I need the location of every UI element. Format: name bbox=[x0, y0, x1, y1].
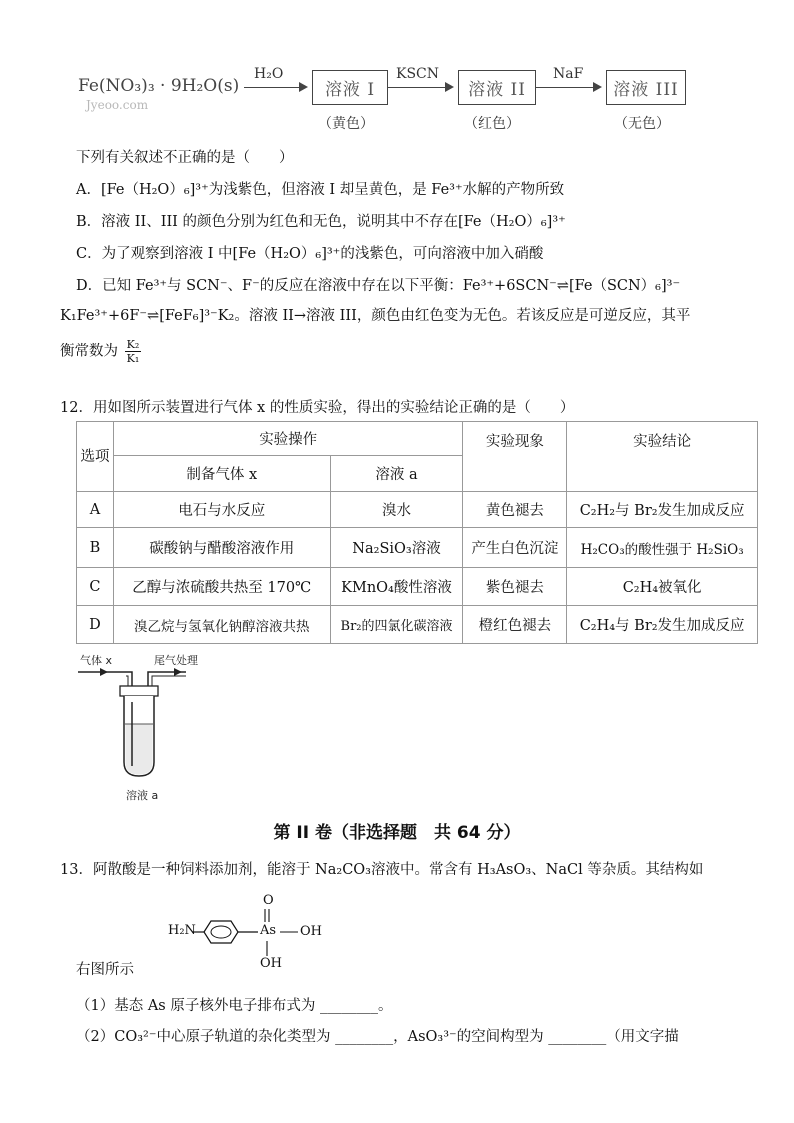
header-operation: 实验操作 bbox=[113, 422, 462, 456]
structure-oh-right: OH bbox=[300, 924, 322, 939]
q13-after-structure: 右图所示 bbox=[76, 962, 134, 978]
solution-1-color: （黄色） bbox=[318, 116, 374, 132]
row-phenomenon: 橙红色褪去 bbox=[463, 606, 567, 644]
row-conclusion: C₂H₄与 Br₂发生加成反应 bbox=[567, 606, 758, 644]
header-conclusion: 实验结论 bbox=[567, 422, 758, 492]
table-row bbox=[77, 606, 758, 644]
header-solution-a: 溶液 a bbox=[330, 456, 463, 492]
fraction-numerator: K₂ bbox=[126, 338, 140, 351]
row-solution: Na₂SiO₃溶液 bbox=[330, 528, 463, 568]
label-solution-a: 溶液 a bbox=[126, 789, 159, 802]
solution-3-box: 溶液 III bbox=[606, 70, 686, 105]
arrow-head-icon bbox=[593, 82, 602, 92]
arrow-head-icon bbox=[299, 82, 308, 92]
q13-stem: 13．阿散酸是一种饲料添加剂，能溶于 Na₂CO₃溶液中。常含有 H₃AsO₃、NaCl 等杂质。其结构如 bbox=[60, 862, 704, 878]
row-solution: KMnO₄酸性溶液 bbox=[330, 568, 463, 606]
row-gas: 碳酸钠与醋酸溶液作用 bbox=[113, 528, 330, 568]
solution-2-box: 溶液 II bbox=[458, 70, 536, 105]
structure-amine: H₂N bbox=[168, 923, 196, 938]
row-phenomenon: 紫色褪去 bbox=[463, 568, 567, 606]
structure-o-top: O bbox=[263, 893, 274, 908]
header-phenomenon: 实验现象 bbox=[463, 422, 567, 492]
row-solution: 溴水 bbox=[330, 492, 463, 528]
row-phenomenon: 黄色褪去 bbox=[463, 492, 567, 528]
q11-option-d-text: 衡常数为 bbox=[60, 343, 118, 360]
row-gas: 电石与水反应 bbox=[113, 492, 330, 528]
row-option: A bbox=[77, 492, 114, 528]
as-bonds-icon bbox=[258, 908, 302, 960]
q11-option-a: A．[Fe（H₂O）₆]³⁺为浅紫色，但溶液 I 却呈黄色，是 Fe³⁺水解的产物所致 bbox=[76, 182, 565, 198]
arrow-reagent-h2o: H₂O bbox=[254, 66, 284, 82]
equilibrium-constant-fraction bbox=[125, 338, 142, 365]
header-gas-x: 制备气体 x bbox=[113, 456, 330, 492]
q11-option-d-line3 bbox=[60, 338, 141, 365]
row-phenomenon: 产生白色沉淀 bbox=[463, 528, 567, 568]
diagram-reactant: Fe(NO₃)₃ · 9H₂O(s) bbox=[78, 76, 240, 96]
row-conclusion: H₂CO₃的酸性强于 H₂SiO₃ bbox=[567, 528, 758, 568]
q13-part-2: （2）CO₃²⁻中心原子轨道的杂化类型为 ________，AsO₃³⁻的空间构型为 ________（用文字描 bbox=[76, 1029, 679, 1045]
structure-as: As bbox=[260, 923, 277, 938]
header-option-text: 选项 bbox=[80, 448, 110, 465]
reaction-arrow bbox=[388, 87, 446, 88]
reaction-arrow bbox=[536, 87, 594, 88]
fraction-denominator: K₁ bbox=[126, 352, 140, 365]
row-solution: Br₂的四氯化碳溶液 bbox=[330, 606, 463, 644]
header-option bbox=[77, 422, 114, 492]
label-tail-gas: 尾气处理 bbox=[154, 654, 198, 667]
solution-1-box: 溶液 I bbox=[312, 70, 388, 105]
row-option: B bbox=[77, 528, 114, 568]
experiment-table bbox=[76, 421, 758, 644]
arrow-reagent-kscn: KSCN bbox=[396, 66, 440, 82]
row-option: D bbox=[77, 606, 114, 644]
q11-option-b: B．溶液 II、III 的颜色分别为红色和无色，说明其中不存在[Fe（H₂O）₆]³⁺ bbox=[76, 214, 566, 230]
q12-stem: 12．用如图所示装置进行气体 x 的性质实验，得出的实验结论正确的是（ ） bbox=[60, 400, 575, 416]
q11-option-d-line1: D．已知 Fe³⁺与 SCN⁻、F⁻的反应在溶液中存在以下平衡：Fe³⁺+6SCN⁻⇌[Fe（SCN）₆]³⁻ bbox=[76, 278, 681, 294]
row-conclusion: C₂H₂与 Br₂发生加成反应 bbox=[567, 492, 758, 528]
solution-3-color: （无色） bbox=[614, 116, 670, 132]
row-gas: 乙醇与浓硫酸共热至 170℃ bbox=[113, 568, 330, 606]
q11-stem: 下列有关叙述不正确的是（ ） bbox=[76, 150, 294, 166]
row-option: C bbox=[77, 568, 114, 606]
test-tube-icon bbox=[76, 662, 216, 787]
benzene-ring-icon bbox=[192, 917, 262, 947]
q11-option-c: C．为了观察到溶液 I 中[Fe（H₂O）₆]³⁺的浅紫色，可向溶液中加入硝酸 bbox=[76, 246, 544, 262]
arrow-head-icon bbox=[445, 82, 454, 92]
table-row bbox=[77, 528, 758, 568]
label-gas-x: 气体 x bbox=[80, 654, 113, 667]
q13-part-1: （1）基态 As 原子核外电子排布式为 ________。 bbox=[76, 998, 393, 1014]
reaction-arrow bbox=[244, 87, 300, 88]
q11-option-d-line2: K₁Fe³⁺+6F⁻⇌[FeF₆]³⁻K₂。溶液 II→溶液 III，颜色由红色变为无色。若该反应是可逆反应，其平 bbox=[60, 308, 691, 324]
row-conclusion: C₂H₄被氧化 bbox=[567, 568, 758, 606]
structure-oh-bottom: OH bbox=[260, 956, 282, 971]
arrow-reagent-naf: NaF bbox=[553, 66, 584, 82]
row-gas: 溴乙烷与氢氧化钠醇溶液共热 bbox=[113, 606, 330, 644]
diagram-watermark: Jyeoo.com bbox=[86, 98, 149, 112]
section-title: 第 II 卷（非选择题 共 64 分） bbox=[273, 823, 521, 843]
table-row bbox=[77, 568, 758, 606]
solution-2-color: （红色） bbox=[464, 116, 520, 132]
table-row bbox=[77, 492, 758, 528]
